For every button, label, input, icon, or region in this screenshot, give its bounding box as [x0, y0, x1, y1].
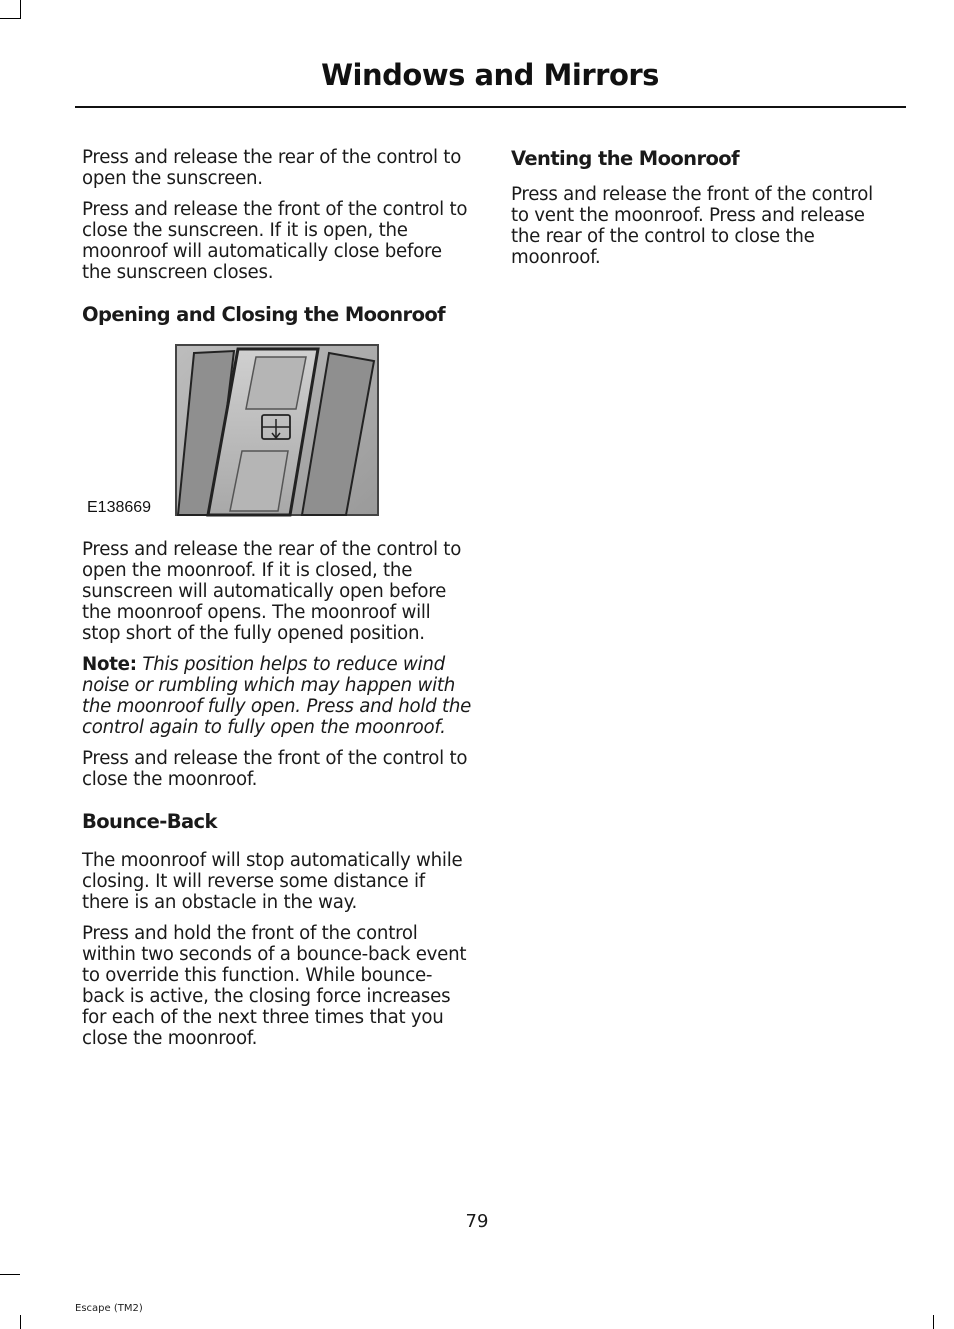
note: [82, 654, 474, 738]
header-divider: [75, 106, 906, 108]
paragraph: Press and release the front of the control to vent the moonroof. Press and release the rear of the control to close the moonroof.: [511, 184, 873, 268]
paragraph: Press and hold the front of the control within two seconds of a bounce-back event to override this function. While bounce-back is active, the closing force increases for each of the next three times that you close the moonroof.: [82, 923, 467, 1049]
paragraph: Press and release the rear of the control to open the sunscreen.: [82, 147, 462, 189]
section-heading: Opening and Closing the Moonroof: [82, 303, 446, 326]
section-heading: Venting the Moonroof: [511, 147, 739, 170]
paragraph: Press and release the front of the control to close the sunscreen. If it is open, the moonroof will automatically close before the sunscreen closes.: [82, 199, 468, 283]
note-label: Note:: [82, 654, 137, 675]
paragraph: The moonroof will stop automatically while closing. It will reverse some distance if there is an obstacle in the way.: [82, 850, 463, 913]
left-column: [82, 147, 474, 1059]
footer-text: Escape (TM2): [75, 1303, 143, 1314]
paragraph: Press and release the rear of the control to open the moonroof. If it is closed, the sunscreen will automatically open before the moonroof opens. The moonroof will stop short of the fully opened position.: [82, 539, 462, 644]
section-heading: Bounce-Back: [82, 810, 217, 833]
moonroof-control-figure: [82, 343, 474, 527]
right-column: [511, 147, 896, 278]
note-text: This position helps to reduce wind noise or rumbling which may happen with the moonroof fully open. Press and hold the control again to fully open the moonroof.: [82, 654, 472, 738]
crop-mark: [0, 18, 20, 19]
moonroof-control-icon: [174, 343, 380, 519]
page-number: 79: [465, 1211, 489, 1232]
figure-id: E138669: [87, 499, 152, 516]
page-title: Windows and Mirrors: [321, 58, 659, 92]
crop-mark: [0, 1274, 20, 1275]
crop-mark: [20, 1315, 21, 1329]
crop-mark: [20, 0, 21, 19]
crop-mark: [933, 1315, 934, 1329]
paragraph: Press and release the front of the control to close the moonroof.: [82, 748, 468, 790]
